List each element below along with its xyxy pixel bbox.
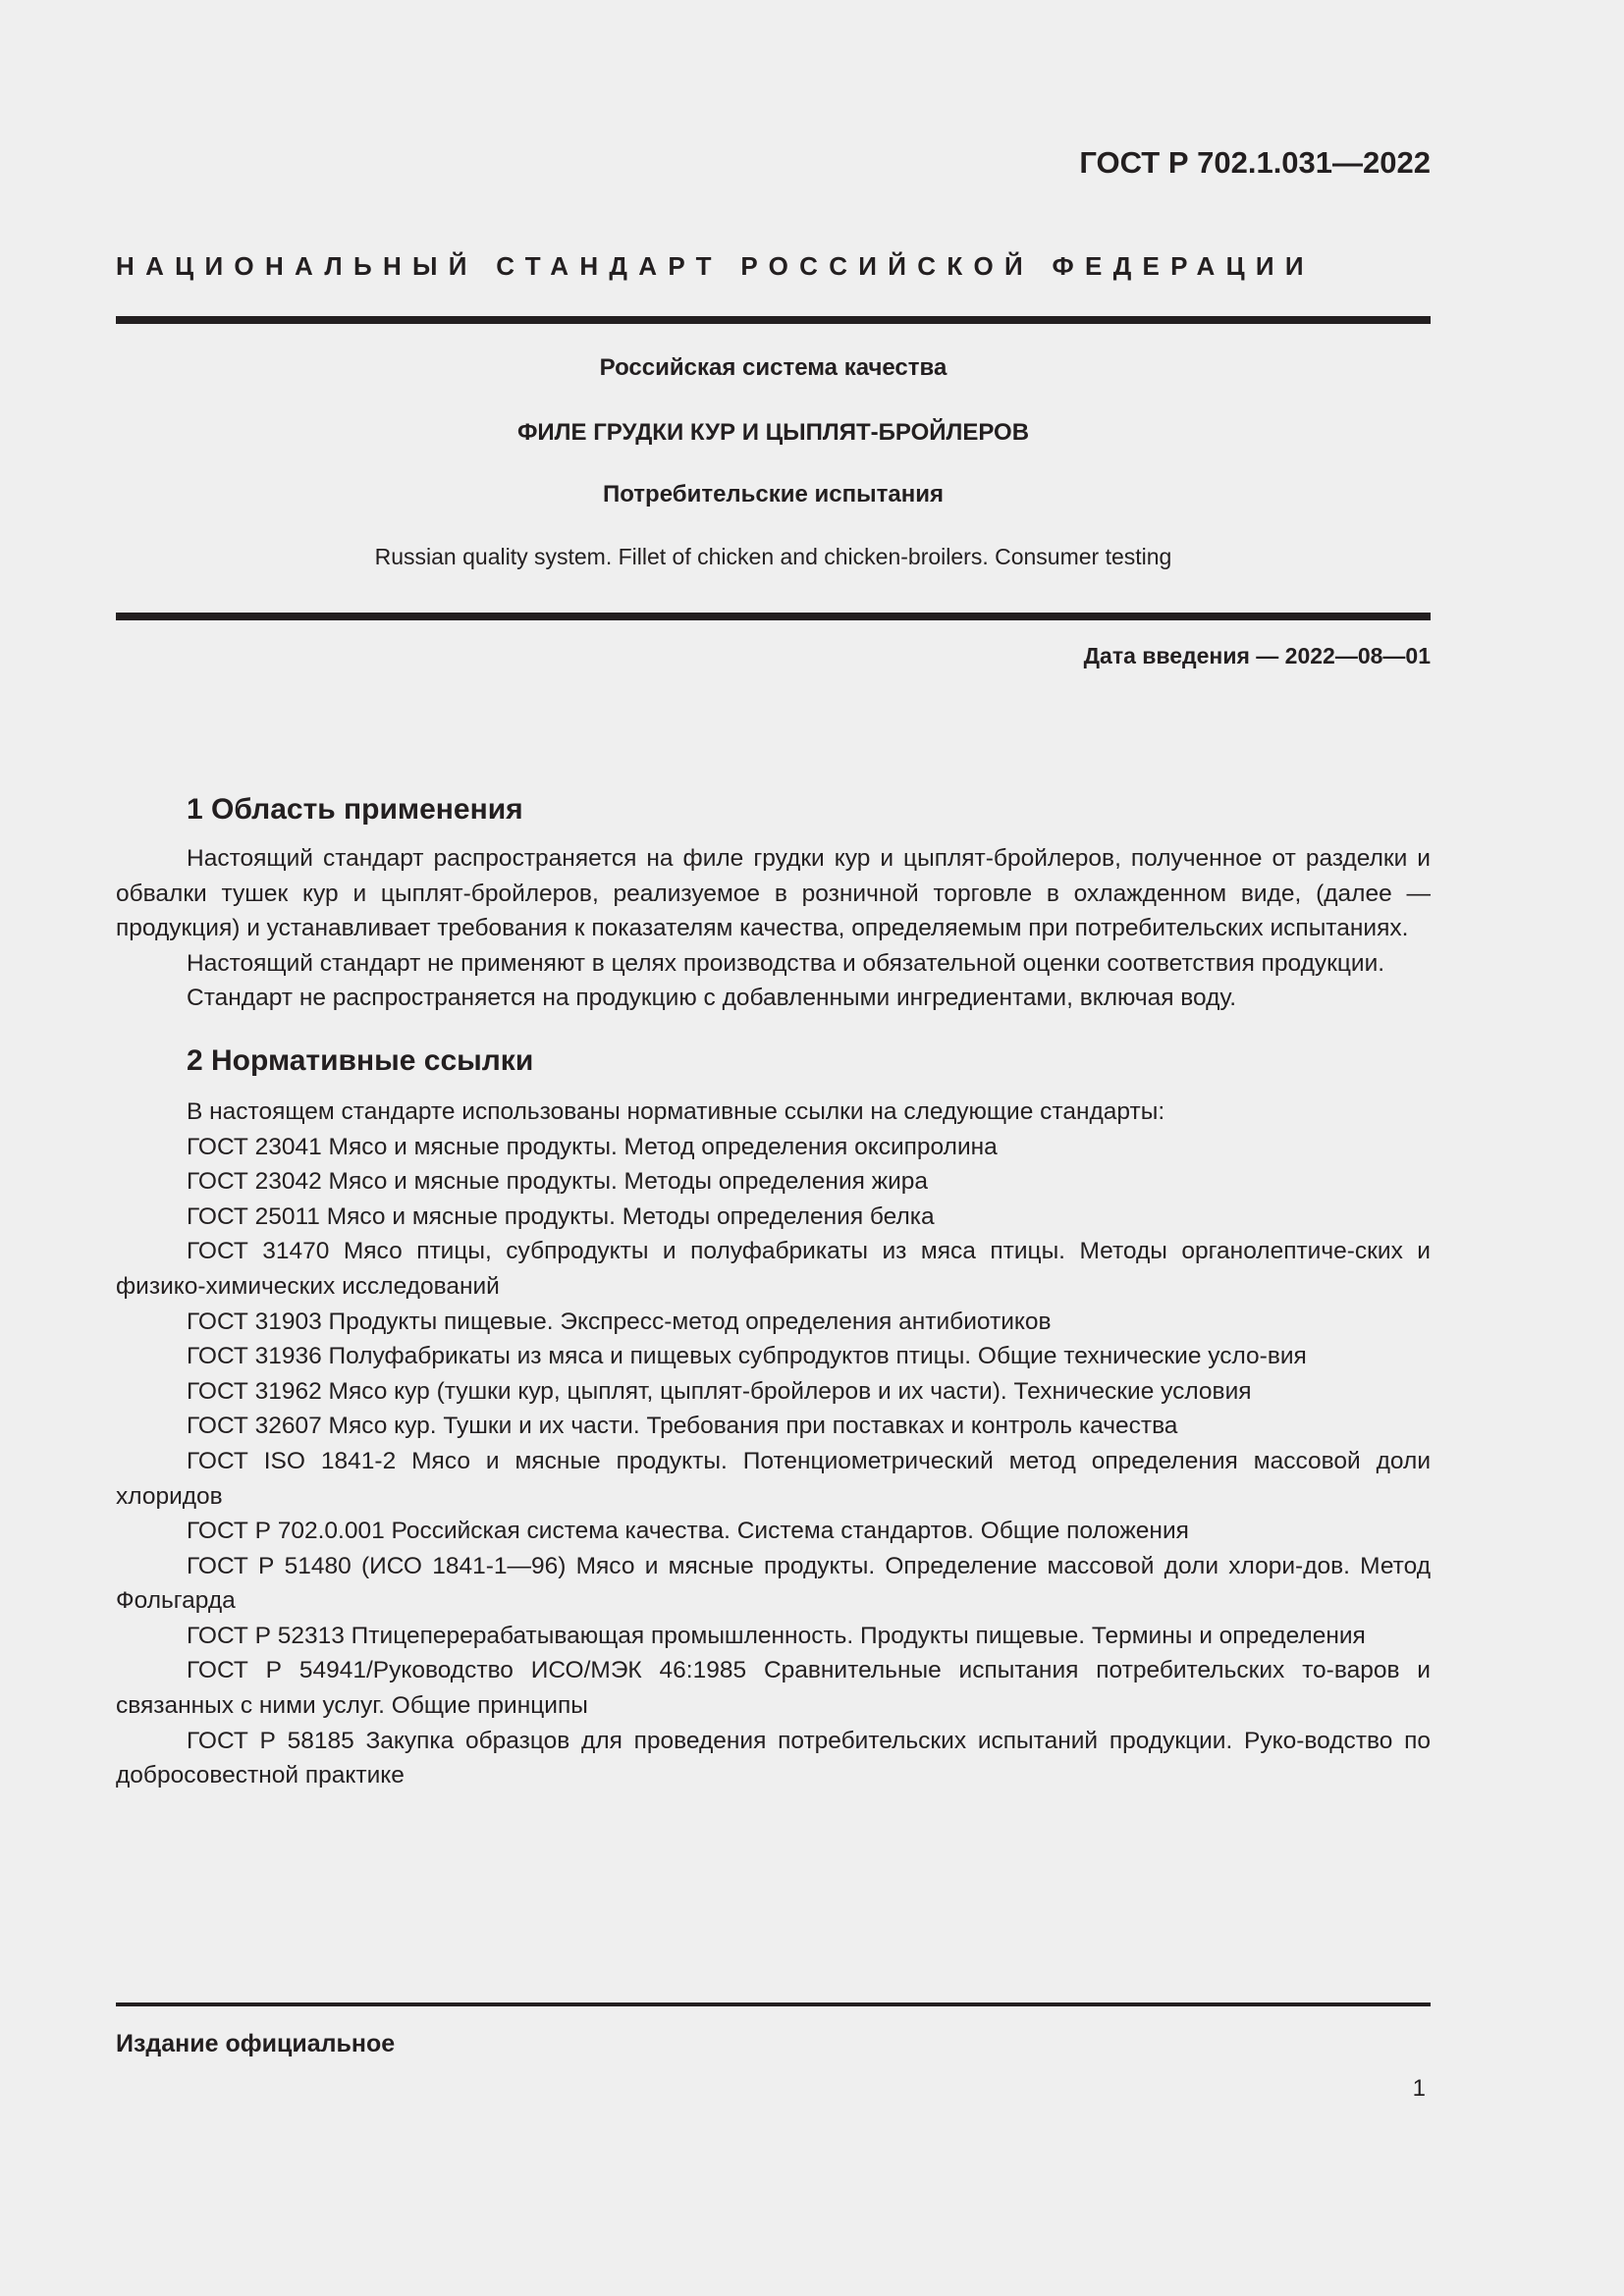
document-subtitle: Потребительские испытания [602,481,944,507]
footer-divider [116,2002,1431,2006]
reference-item: ГОСТ Р 58185 Закупка образцов для проведения потребительских испытаний продукции. Руко-водство по добросовестной практике [116,1727,1431,1789]
reference-item: ГОСТ Р 54941/Руководство ИСО/МЭК 46:1985 Сравнительные испытания потребительских то-варов и связанных с ними услуг. Общие принципы [116,1657,1431,1720]
paragraph: Настоящий стандарт не применяют в целях производства и обязательной оценки соответствия продукции. [187,949,1385,977]
national-standard-heading: НАЦИОНАЛЬНЫЙ СТАНДАРТ РОССИЙСКОЙ ФЕДЕРАЦИИ [116,251,1315,281]
document-number: ГОСТ Р 702.1.031—2022 [1079,145,1431,180]
main-content [116,790,1431,1793]
reference-item: ГОСТ 31903 Продукты пищевые. Экспресс-метод определения антибиотиков [187,1308,1052,1335]
page-number: 1 [1412,2075,1426,2102]
reference-item: ГОСТ Р 702.0.001 Российская система качества. Система стандартов. Общие положения [187,1518,1189,1545]
reference-item: ГОСТ 31936 Полуфабрикаты из мяса и пищевых субпродуктов птицы. Общие технические усло-вия [187,1343,1307,1370]
official-edition-label: Издание официальное [116,2030,396,2057]
section1-heading: 1 Область применения [187,793,523,826]
paragraph: Стандарт не распространяется на продукцию с добавленными ингредиентами, включая воду. [187,985,1237,1012]
reference-item: ГОСТ ISO 1841-2 Мясо и мясные продукты. Потенциометрический метод определения массовой доли хлоридов [116,1447,1431,1510]
english-title: Russian quality system. Fillet of chicken and chicken-broilers. Consumer testing [374,544,1172,569]
top-divider [116,316,1431,324]
introduction-date: Дата введения — 2022—08—01 [1083,643,1431,668]
reference-item: ГОСТ 23042 Мясо и мясные продукты. Методы определения жира [187,1168,929,1196]
document-title: ФИЛЕ ГРУДКИ КУР И ЦЫПЛЯТ-БРОЙЛЕРОВ [516,419,1030,446]
reference-item: ГОСТ 23041 Мясо и мясные продукты. Метод определения оксипролина [187,1133,998,1160]
paragraph: Настоящий стандарт распространяется на филе грудки кур и цыплят-бройлеров, полученное от разделки и обвалки тушек кур и цыплят-бройлеров, реализуемое в розничной торговле в охлажденном виде, (далее — продукция) и устанавливает требования к показателям качества, определяемым при потребительских испытаниях. [116,845,1431,942]
references-intro: В настоящем стандарте использованы нормативные ссылки на следующие стандарты: [187,1097,1165,1125]
section2-body [116,1095,1431,1793]
reference-item: ГОСТ Р 52313 Птицеперерабатывающая промышленность. Продукты пищевые. Термины и определения [187,1622,1366,1649]
title-divider [116,613,1431,620]
reference-item: ГОСТ 31962 Мясо кур (тушки кур, цыплят, цыплят-бройлеров и их части). Технические условия [187,1377,1252,1405]
reference-item: ГОСТ 25011 Мясо и мясные продукты. Методы определения белка [187,1202,935,1230]
reference-item: ГОСТ 31470 Мясо птицы, субпродукты и полуфабрикаты из мяса птицы. Методы органолептиче-ских и физико-химических исследований [116,1238,1431,1300]
section2-heading: 2 Нормативные ссылки [187,1043,534,1077]
reference-item: ГОСТ 32607 Мясо кур. Тушки и их части. Требования при поставках и контроль качества [187,1413,1178,1440]
reference-item: ГОСТ Р 51480 (ИСО 1841-1—96) Мясо и мясные продукты. Определение массовой доли хлори-дов. Метод Фольгарда [116,1552,1431,1615]
section1-body [116,841,1431,1016]
quality-system-label: Российская система качества [599,354,947,381]
